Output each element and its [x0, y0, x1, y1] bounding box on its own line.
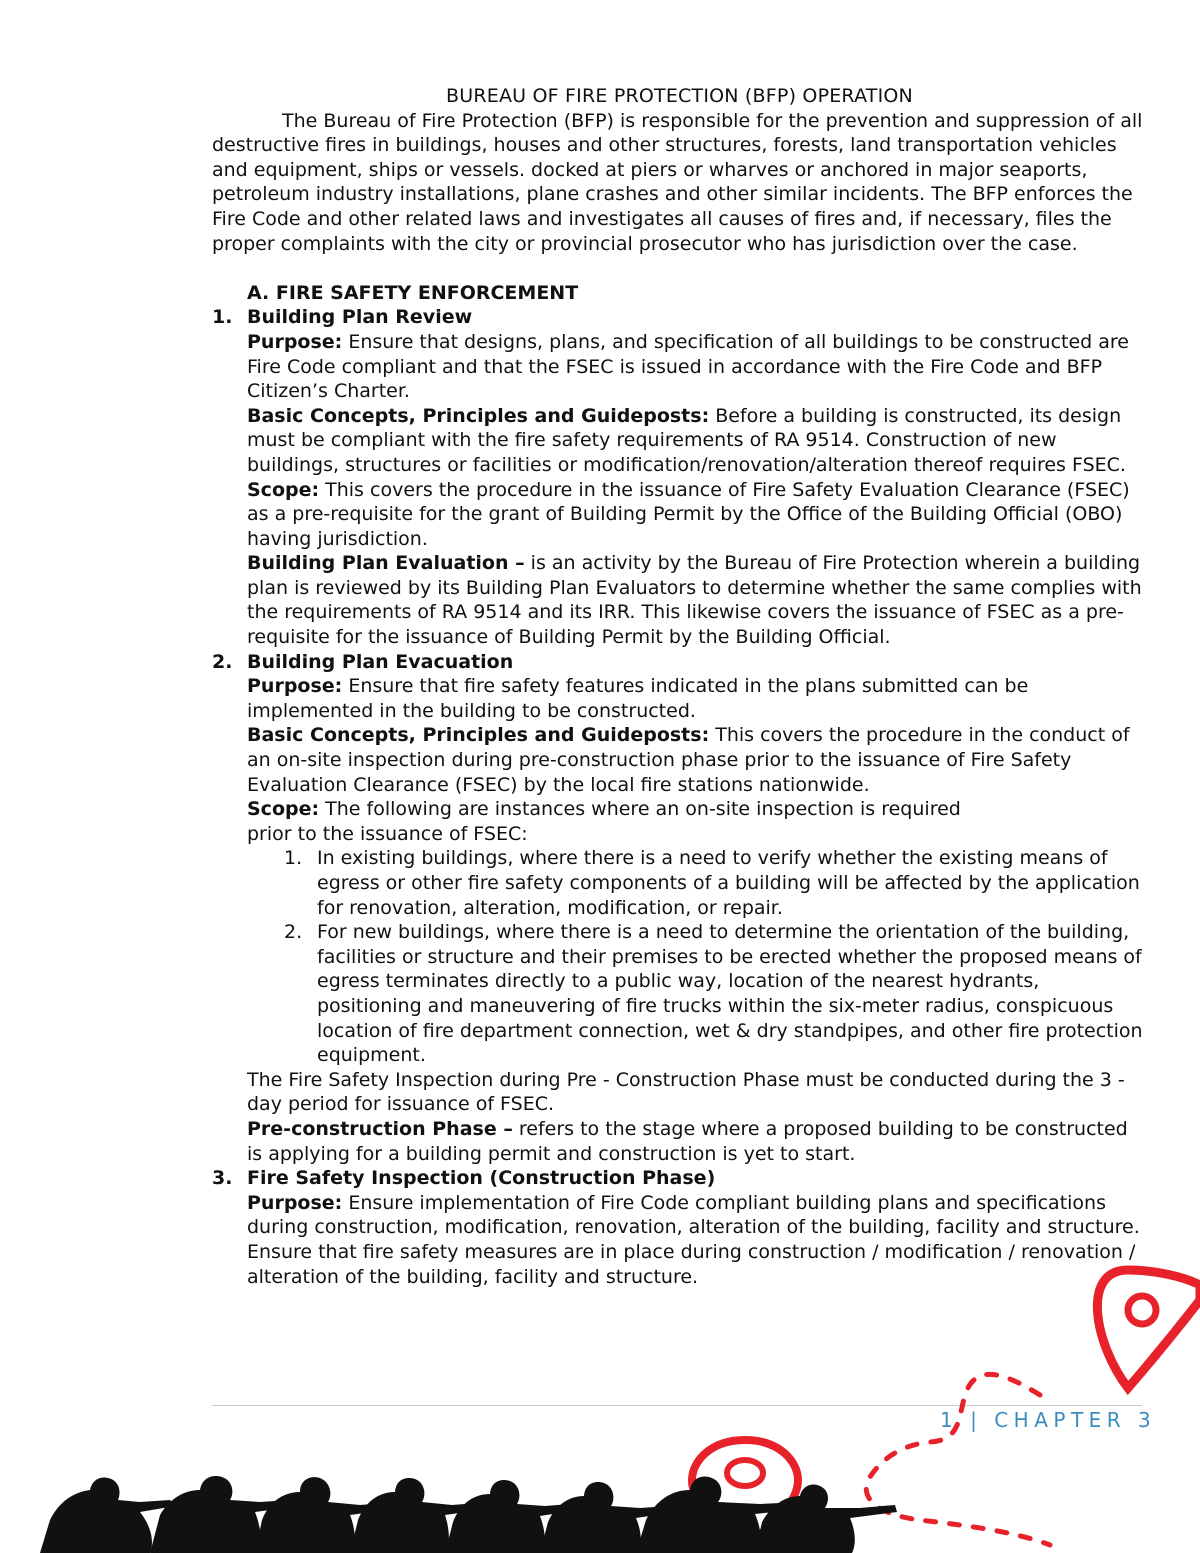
page-title: BUREAU OF FIRE PROTECTION (BFP) OPERATION [446, 85, 913, 107]
evaluation-paragraph: Building Plan Evaluation – is an activity by the Bureau of Fire Protection wherein a building plan is reviewed by its Building Plan Evaluators to determine whether the same complies with the requirements of RA 9514 and its IRR. This likewise covers the issuance of FSEC as a pre-requisite for the issuance of Building Permit by the Building Official. [247, 552, 1142, 649]
dotted-route-icon [866, 1374, 1050, 1545]
scope-paragraph: Scope: This covers the procedure in the issuance of Fire Safety Evaluation Clearance (FSEC) as a pre-requisite for the grant of Building Permit by the Office of the Building Official (OBO) having jurisdiction. [247, 478, 1130, 550]
scope-continuation: prior to the issuance of FSEC: [247, 822, 528, 845]
sub-list-item: 1. In existing buildings, where there is a need to verify whether the existing means of egress or other fire safety components of a building will be affected by the application for renovation, alteration, modification, or repair. [284, 847, 1140, 919]
extra-paragraph: Ensure that fire safety measures are in place during construction / modification / renovation / alteration of the building, facility and structure. [247, 1240, 1136, 1288]
concepts-paragraph: Basic Concepts, Principles and Guideposts: Before a building is constructed, its design must be compliant with the fire safety requirements of RA 9514. Construction of new buildings, structures or facilities or modification/renovation/alteration thereof requires FSEC. [247, 404, 1126, 476]
purpose-paragraph: Purpose: Ensure that designs, plans, and specification of all buildings to be constructed are Fire Code compliant and that the FSEC is issued in accordance with the Fire Code and BFP Citizen’s Charter. [247, 330, 1129, 403]
item-heading: Building Plan Review [247, 306, 473, 329]
chapter-label: CHAPTER 3 [994, 1408, 1157, 1432]
section-a-heading: A. FIRE SAFETY ENFORCEMENT [247, 281, 579, 304]
soldier-silhouettes [40, 1476, 897, 1553]
item-heading: Fire Safety Inspection (Construction Phase) [247, 1167, 716, 1190]
inspection-note: The Fire Safety Inspection during Pre - Construction Phase must be conducted during the 3 - day period for issuance of FSEC. [247, 1068, 1125, 1116]
intro-paragraph: The Bureau of Fire Protection (BFP) is responsible for the prevention and suppression of all destructive fires in buildings, houses and other structures, forests, land transportation vehicles and equipment, ships or vessels. docked at piers or wharves or anchored in major seaports, petroleum industry installations, plane crashes and other similar incidents. The BFP enforces the Fire Code and other related laws and investigates all causes of fires and, if necessary, files the proper complaints with the city or provincial prosecutor who has jurisdiction over the case. [212, 109, 1143, 255]
item-number: 1. [212, 306, 233, 329]
item-number: 3. [212, 1167, 233, 1190]
purpose-paragraph: Purpose: Ensure that fire safety features indicated in the plans submitted can be implemented in the building to be constructed. [247, 675, 1029, 722]
footer-separator: | [970, 1408, 983, 1432]
sub-list-item: 2. For new buildings, where there is a need to determine the orientation of the building, facilities or structure and their premises to be erected whether the proposed means of egress terminates directly to a public way, location of the nearest hydrants, positioning and maneuvering of fire trucks within the six-meter radius, conspicuous location of fire department connection, wet & dry standpipes, and other fire protection equipment. [284, 921, 1143, 1067]
purpose-paragraph: Purpose: Ensure implementation of Fire Code compliant building plans and specifications during construction, modification, renovation, alteration of the building, facility and structure. [247, 1191, 1140, 1239]
preconstruction-paragraph: Pre-construction Phase – refers to the stage where a proposed building to be constructed is applying for a building permit and construction is yet to start. [247, 1117, 1128, 1165]
scope-paragraph: Scope: The following are instances where an on-site inspection is required [247, 798, 961, 821]
concepts-paragraph: Basic Concepts, Principles and Guideposts: This covers the procedure in the conduct of an on-site inspection during pre-construction phase prior to the issuance of Fire Safety Evaluation Clearance (FSEC) by the local fire stations nationwide. [247, 724, 1130, 796]
item-heading: Building Plan Evacuation [247, 650, 514, 673]
item-number: 2. [212, 650, 233, 673]
page-number: 1 [940, 1408, 959, 1432]
location-pin-icon [1097, 1270, 1200, 1388]
